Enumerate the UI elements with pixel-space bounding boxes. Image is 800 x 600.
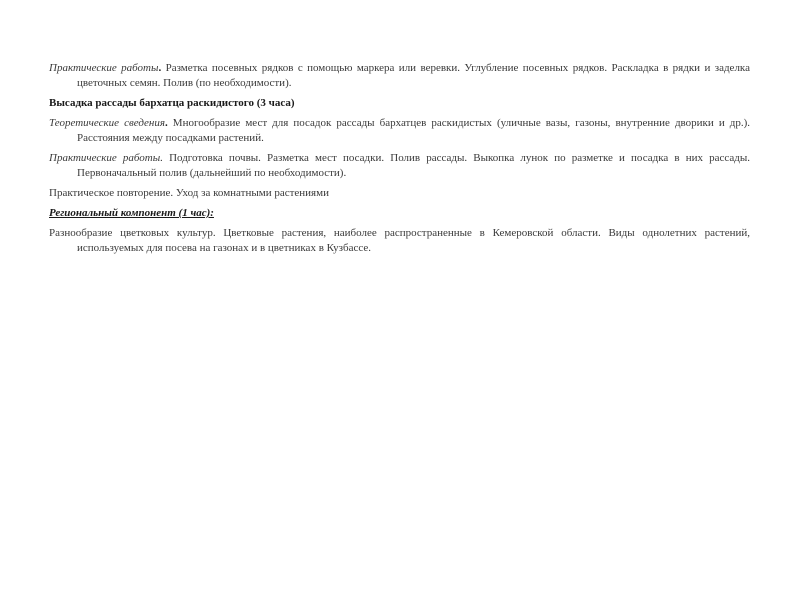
regional-component-paragraph <box>49 226 750 256</box>
section-heading-text: Высадка рассады бархатца раскидистого (3 часа) <box>49 97 295 109</box>
theory-paragraph <box>49 116 750 146</box>
practical-works-label: Практические работы. <box>49 152 163 164</box>
regional-component-text: Разнообразие цветковых культур. Цветковые растения, наиболее распространенные в Кемеровской области. Виды однолетних растений, используемых для посева на газонах и в цветниках в Кузбассе. <box>49 227 750 254</box>
label-separator: . <box>158 62 166 74</box>
practical-works-sowing-paragraph <box>49 61 750 91</box>
practical-works-text: Разметка посевных рядков с помощью маркера или веревки. Углубление посевных рядков. Раскладка в рядки и заделка цветочных семян. Полив (по необходимости). <box>77 62 750 89</box>
practical-repetition-text: Практическое повторение. Уход за комнатными растениями <box>49 187 329 199</box>
theory-label: Теоретические сведения <box>49 117 165 129</box>
practical-works-label: Практические работы <box>49 62 159 74</box>
practical-works-text: Подготовка почвы. Разметка мест посадки. Полив рассады. Выкопка лунок по разметке и посадка в них рассады. Первоначальный полив (дальнейший по необходимости). <box>77 152 750 179</box>
section-heading-marigold-seedlings <box>49 96 750 111</box>
practical-works-planting-paragraph <box>49 151 750 181</box>
label-separator: . <box>165 117 173 129</box>
practical-repetition-paragraph <box>49 186 750 201</box>
regional-component-heading-text: Региональный компонент (1 час): <box>49 207 214 219</box>
theory-text: Многообразие мест для посадок рассады бархатцев раскидистых (уличные вазы, газоны, внутренние дворики и др.). Расстояния между посадками растений. <box>77 117 751 144</box>
regional-component-heading <box>49 206 750 221</box>
